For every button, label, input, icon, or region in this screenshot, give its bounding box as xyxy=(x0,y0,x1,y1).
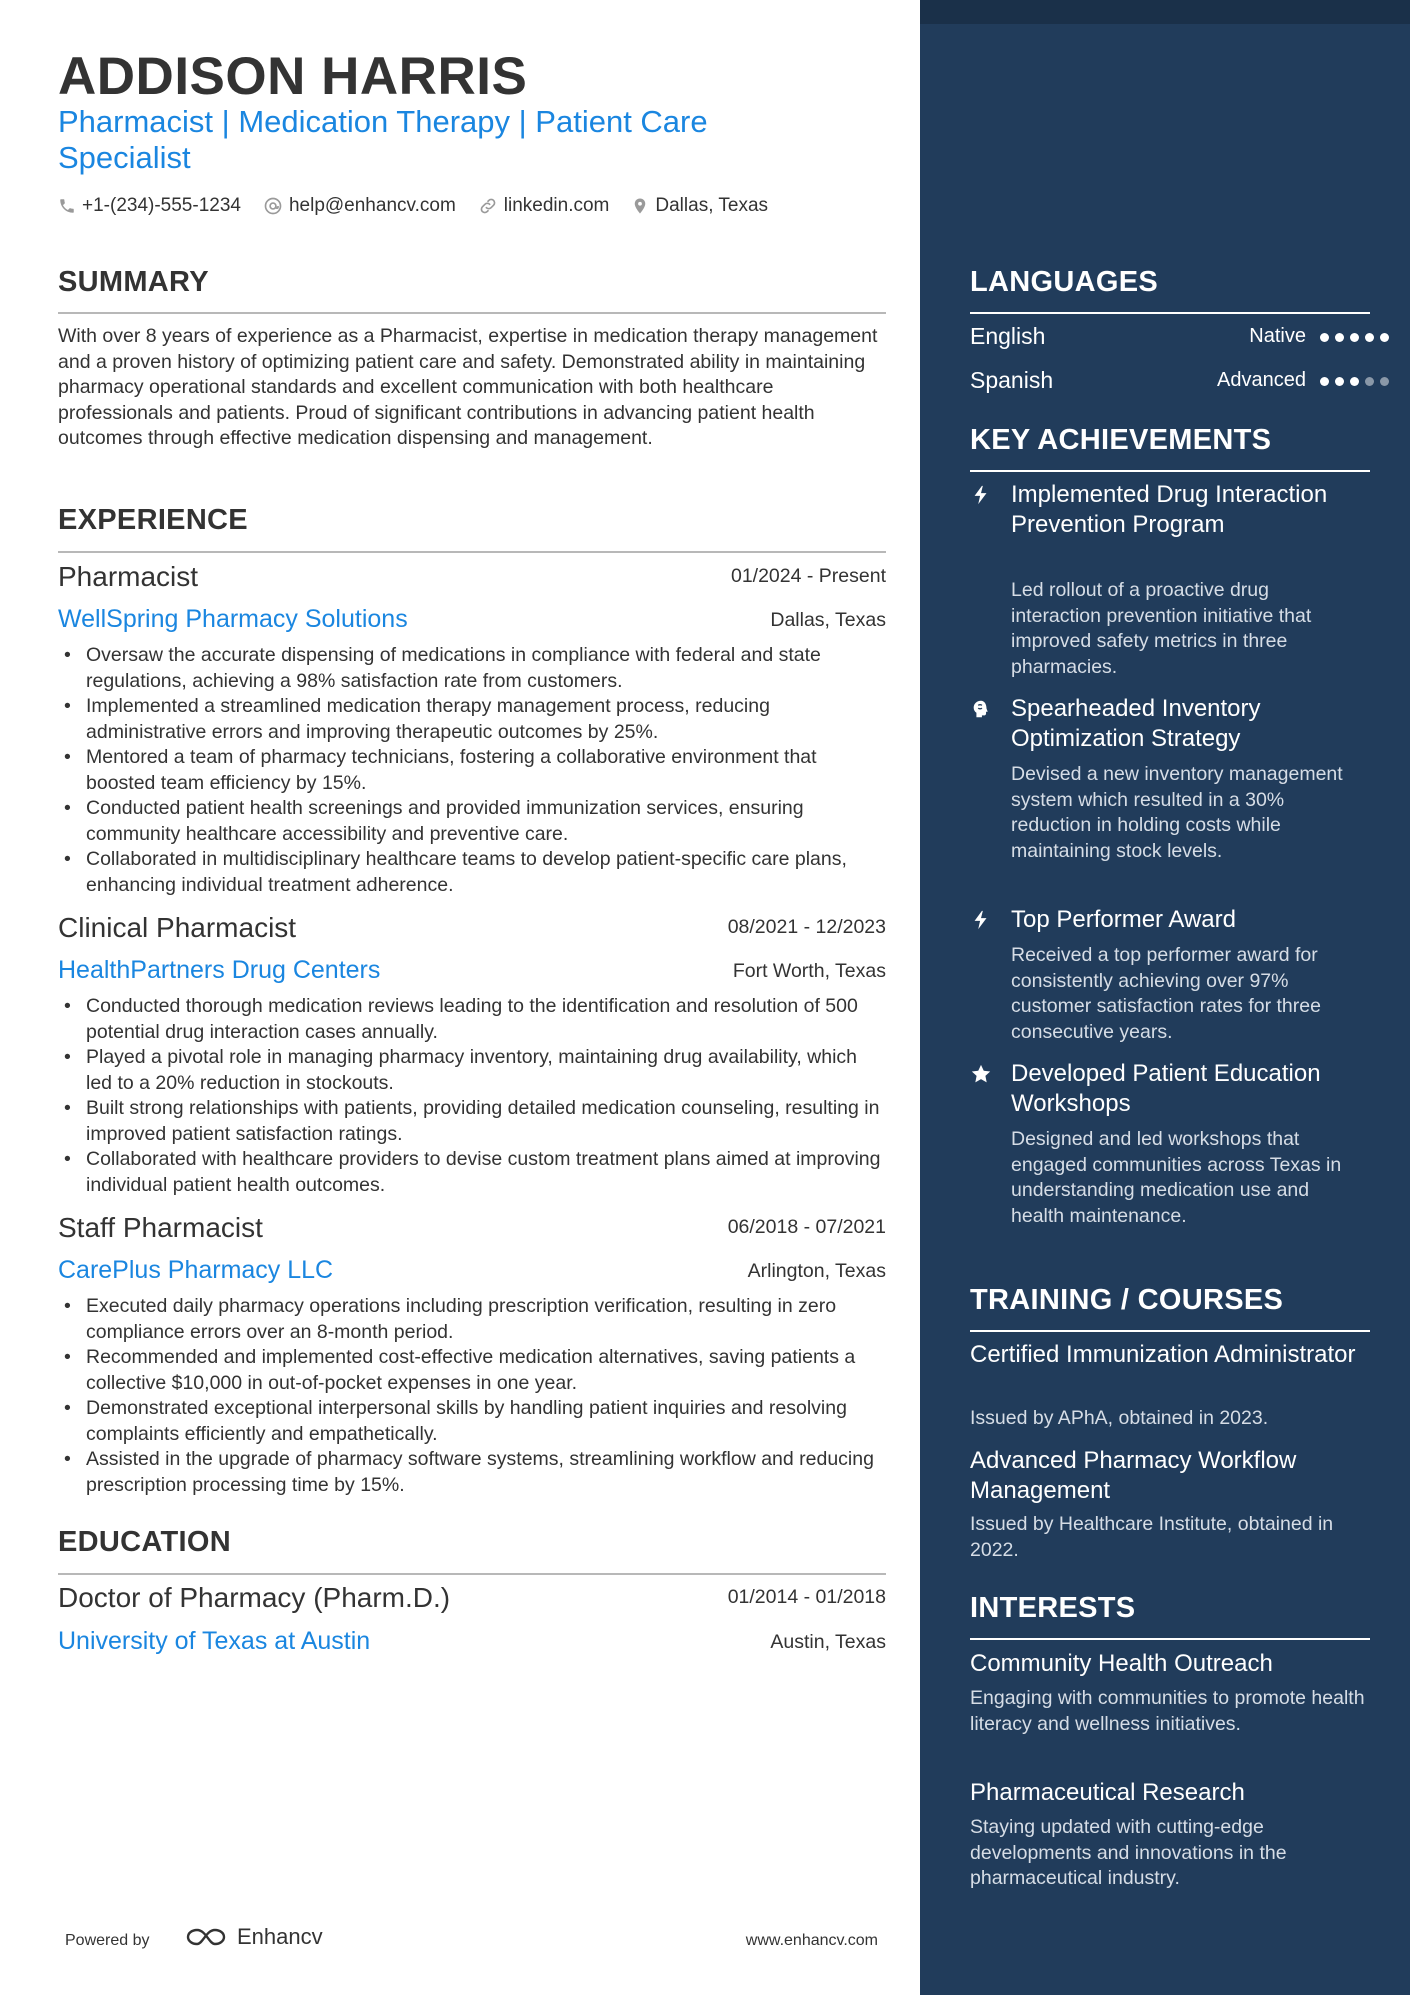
language-name: Spanish xyxy=(970,367,1054,393)
contact-phone[interactable] xyxy=(58,195,241,217)
list-item: • Conducted patient health screenings and provided immunization services, ensuring community healthcare accessibility and preventive care. xyxy=(58,796,888,847)
footer-url[interactable]: www.enhancv.com xyxy=(745,1932,878,1949)
list-item: • Oversaw the accurate dispensing of medications in compliance with federal and state regulations, achieving a 98% satisfaction rate from customers. xyxy=(58,643,888,694)
job-location: Fort Worth, Texas xyxy=(732,960,886,982)
education-location: Austin, Texas xyxy=(770,1631,886,1653)
powered-by-label: Powered by xyxy=(65,1932,150,1949)
language-rating xyxy=(1320,377,1395,386)
interest-title: Community Health Outreach xyxy=(970,1650,1273,1677)
rating-dot-filled xyxy=(1350,377,1359,386)
interest-desc: Staying updated with cutting-edge developments and innovations in the pharmaceutical industry. xyxy=(970,1816,1287,1889)
interests-heading: INTERESTS xyxy=(970,1592,1136,1624)
language-name: English xyxy=(970,323,1046,349)
list-item: • Mentored a team of pharmacy technicians, fostering a collaborative environment that boosted team efficiency by 15%. xyxy=(58,745,888,796)
education-heading: EDUCATION xyxy=(58,1526,231,1558)
phone-icon xyxy=(58,197,76,215)
link-icon xyxy=(478,196,498,216)
rating-dot-filled xyxy=(1320,377,1329,386)
training-divider xyxy=(970,1330,1370,1332)
achievement-desc: Designed and led workshops that engaged communities across Texas in understanding medication use and health maintenance. xyxy=(1011,1128,1342,1227)
achievement-desc: Led rollout of a proactive drug interaction prevention initiative that improved safety metrics in three pharmacies. xyxy=(1011,579,1312,678)
rating-dot-empty xyxy=(1380,377,1389,386)
email-text: help@enhancv.com xyxy=(288,195,456,216)
sidebar xyxy=(920,0,1410,1995)
at-icon xyxy=(263,196,283,216)
job-dates: 08/2021 - 12/2023 xyxy=(727,916,886,938)
location-pin-icon xyxy=(631,196,649,216)
contact-location xyxy=(631,195,768,217)
list-item: • Built strong relationships with patients, providing detailed medication counseling, resulting in improved patient satisfaction ratings. xyxy=(58,1096,888,1147)
headline: Pharmacist | Medication Therapy | Patient Care Specialist xyxy=(58,104,708,175)
achievements-divider xyxy=(970,470,1370,472)
interest-desc: Engaging with communities to promote health literacy and wellness initiatives. xyxy=(970,1687,1365,1735)
achievement-desc: Received a top performer award for consistently achieving over 97% customer satisfaction rates for three consecutive years. xyxy=(1011,944,1321,1043)
interests-divider xyxy=(970,1638,1370,1640)
enhancv-logo[interactable] xyxy=(183,1924,323,1950)
training-desc: Issued by Healthcare Institute, obtained in 2022. xyxy=(970,1513,1334,1561)
training-title: Advanced Pharmacy Workflow Management xyxy=(970,1447,1297,1504)
linkedin-text: linkedin.com xyxy=(503,195,610,216)
list-item: • Collaborated in multidisciplinary healthcare teams to develop patient-specific care plans, enhancing individual treatment adherence. xyxy=(58,847,888,898)
achievement-title: Top Performer Award xyxy=(1011,906,1236,933)
job-bullets xyxy=(58,643,888,898)
list-item: • Implemented a streamlined medication therapy management process, reducing administrative errors and improving therapeutic outcomes by 25%. xyxy=(58,694,888,745)
training-title: Certified Immunization Administrator xyxy=(970,1341,1356,1368)
languages-divider xyxy=(970,312,1370,314)
training-desc: Issued by APhA, obtained in 2023. xyxy=(970,1407,1269,1429)
achievement-title: Spearheaded Inventory Optimization Strategy xyxy=(1011,695,1261,752)
star-icon xyxy=(970,1062,992,1086)
rating-dot-filled xyxy=(1350,333,1359,342)
rating-dot-filled xyxy=(1320,333,1329,342)
education-school: University of Texas at Austin xyxy=(58,1627,371,1655)
job-location: Dallas, Texas xyxy=(770,609,886,631)
language-level: Advanced xyxy=(1217,369,1306,391)
job-title: Clinical Pharmacist xyxy=(58,912,297,943)
interest-title: Pharmaceutical Research xyxy=(970,1779,1245,1806)
lightning-icon xyxy=(970,908,992,932)
job-company: CarePlus Pharmacy LLC xyxy=(58,1256,334,1284)
enhancv-logo-text: Enhancv xyxy=(237,1924,323,1949)
languages-heading: LANGUAGES xyxy=(970,266,1158,298)
summary-divider xyxy=(58,312,886,314)
list-item: • Recommended and implemented cost-effective medication alternatives, saving patients a collective $10,000 in out-of-pocket expenses in one year. xyxy=(58,1345,888,1396)
summary-heading: SUMMARY xyxy=(58,266,209,298)
job-title: Pharmacist xyxy=(58,561,199,592)
contact-email[interactable] xyxy=(263,195,456,217)
education-degree: Doctor of Pharmacy (Pharm.D.) xyxy=(58,1582,451,1613)
list-item: • Demonstrated exceptional interpersonal skills by handling patient inquiries and resolving complaints efficiently and empathetically. xyxy=(58,1396,888,1447)
candidate-name: ADDISON HARRIS xyxy=(58,47,528,106)
summary-text: With over 8 years of experience as a Pharmacist, expertise in medication therapy management and a proven history of optimizing patient care and safety. Demonstrated ability in maintaining pharmacy operational standards and excellent communication with both healthcare professionals and patients. Proud of significant contributions in advancing patient health outcomes through effective medication dispensing and management. xyxy=(58,325,878,449)
contact-bar xyxy=(58,192,790,220)
achievements-heading: KEY ACHIEVEMENTS xyxy=(970,424,1272,456)
education-divider xyxy=(58,1573,886,1575)
lightning-icon xyxy=(970,483,992,507)
job-location: Arlington, Texas xyxy=(747,1260,886,1282)
education-dates: 01/2014 - 01/2018 xyxy=(727,1586,886,1608)
experience-divider xyxy=(58,551,886,553)
rating-dot-empty xyxy=(1365,377,1374,386)
brain-icon xyxy=(970,697,992,721)
achievement-desc: Devised a new inventory management system which resulted in a 30% reduction in holding costs while maintaining stock levels. xyxy=(1011,763,1343,862)
list-item: • Assisted in the upgrade of pharmacy software systems, streamlining workflow and reducing prescription processing time by 15%. xyxy=(58,1447,888,1498)
job-dates: 06/2018 - 07/2021 xyxy=(727,1216,886,1238)
sidebar-top-band xyxy=(920,0,1410,24)
rating-dot-filled xyxy=(1335,333,1344,342)
rating-dot-filled xyxy=(1380,333,1389,342)
list-item: • Executed daily pharmacy operations including prescription verification, resulting in zero compliance errors over an 8-month period. xyxy=(58,1294,888,1345)
language-level: Native xyxy=(1249,325,1306,347)
job-title: Staff Pharmacist xyxy=(58,1212,263,1243)
language-rating xyxy=(1320,333,1395,342)
achievement-title: Developed Patient Education Workshops xyxy=(1011,1060,1321,1117)
job-company: HealthPartners Drug Centers xyxy=(58,956,381,984)
phone-text: +1-(234)-555-1234 xyxy=(82,195,241,216)
rating-dot-filled xyxy=(1335,377,1344,386)
job-dates: 01/2024 - Present xyxy=(730,565,886,587)
achievement-title: Implemented Drug Interaction Prevention Program xyxy=(1011,481,1328,538)
job-bullets xyxy=(58,994,888,1198)
job-bullets xyxy=(58,1294,888,1498)
contact-linkedin[interactable] xyxy=(478,195,610,217)
training-heading: TRAINING / COURSES xyxy=(970,1284,1284,1316)
list-item: • Played a pivotal role in managing pharmacy inventory, maintaining drug availability, which led to a 20% reduction in stockouts. xyxy=(58,1045,888,1096)
list-item: • Conducted thorough medication reviews leading to the identification and resolution of 500 potential drug interaction cases annually. xyxy=(58,994,888,1045)
location-text: Dallas, Texas xyxy=(655,195,769,216)
rating-dot-filled xyxy=(1365,333,1374,342)
enhancv-logo-icon xyxy=(183,1924,231,1950)
list-item: • Collaborated with healthcare providers to devise custom treatment plans aimed at improving individual patient health outcomes. xyxy=(58,1147,888,1198)
experience-heading: EXPERIENCE xyxy=(58,504,248,536)
job-company: WellSpring Pharmacy Solutions xyxy=(58,605,408,633)
